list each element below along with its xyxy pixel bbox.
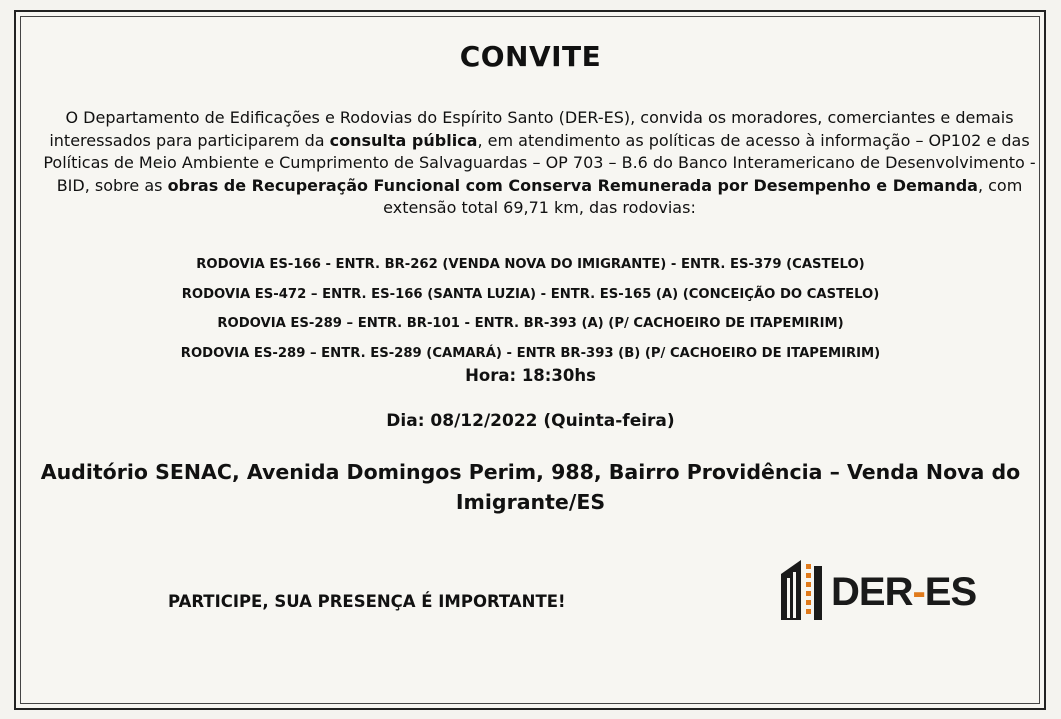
logo-wordmark	[831, 570, 976, 614]
roads-list	[0, 250, 1061, 368]
call-to-action: PARTICIPE, SUA PRESENÇA É IMPORTANTE!	[168, 592, 566, 611]
event-venue: Auditório SENAC, Avenida Domingos Perim, 988, Bairro Providência – Venda Nova do Imigrante/ES	[40, 460, 1021, 514]
road-item: RODOVIA ES-289 – ENTR. ES-289 (CAMARÁ) - ENTR BR-393 (B) (P/ CACHOEIRO DE ITAPEMIRIM)	[180, 345, 881, 361]
intro-text-2: , em atendimento as políticas de acesso à informação – OP102 e das Políticas de Meio Ambiente e Cumprimento de Salvaguardas – OP 703 – B.6 do Banco Interamericano de Desenvolvimento - BID, sobre as	[43, 130, 1036, 195]
road-item: RODOVIA ES-166 - ENTR. BR-262 (VENDA NOVA DO IMIGRANTE) - ENTR. ES-379 (CASTELO)	[196, 257, 865, 272]
logo-dash: -	[912, 570, 925, 614]
intro-paragraph	[38, 107, 1041, 220]
intro-bold-1: consulta pública	[329, 130, 478, 150]
building-icon	[779, 558, 829, 622]
intro-text-1: O Departamento de Edificações e Rodovias do Espírito Santo (DER-ES), convida os moradores, comerciantes e demais interessados para participarem da	[49, 108, 1014, 150]
page-title: CONVITE	[459, 40, 602, 73]
der-es-logo	[779, 558, 979, 622]
event-day: Dia: 08/12/2022 (Quinta-feira)	[386, 411, 675, 431]
road-item: RODOVIA ES-472 – ENTR. ES-166 (SANTA LUZIA) - ENTR. ES-165 (A) (CONCEIÇÃO DO CASTELO)	[181, 286, 880, 302]
intro-bold-2: obras de Recuperação Funcional com Conserva Remunerada por Desempenho e Demanda	[167, 175, 978, 195]
road-item: RODOVIA ES-289 – ENTR. BR-101 - ENTR. BR-393 (A) (P/ CACHOEIRO DE ITAPEMIRIM)	[217, 316, 844, 331]
event-hour: Hora: 18:30hs	[465, 366, 596, 385]
logo-text-der: DER	[831, 570, 913, 614]
logo-text-es: ES	[924, 570, 977, 614]
intro-text-3: , com extensão total 69,71 km, das rodovias:	[383, 175, 1023, 217]
